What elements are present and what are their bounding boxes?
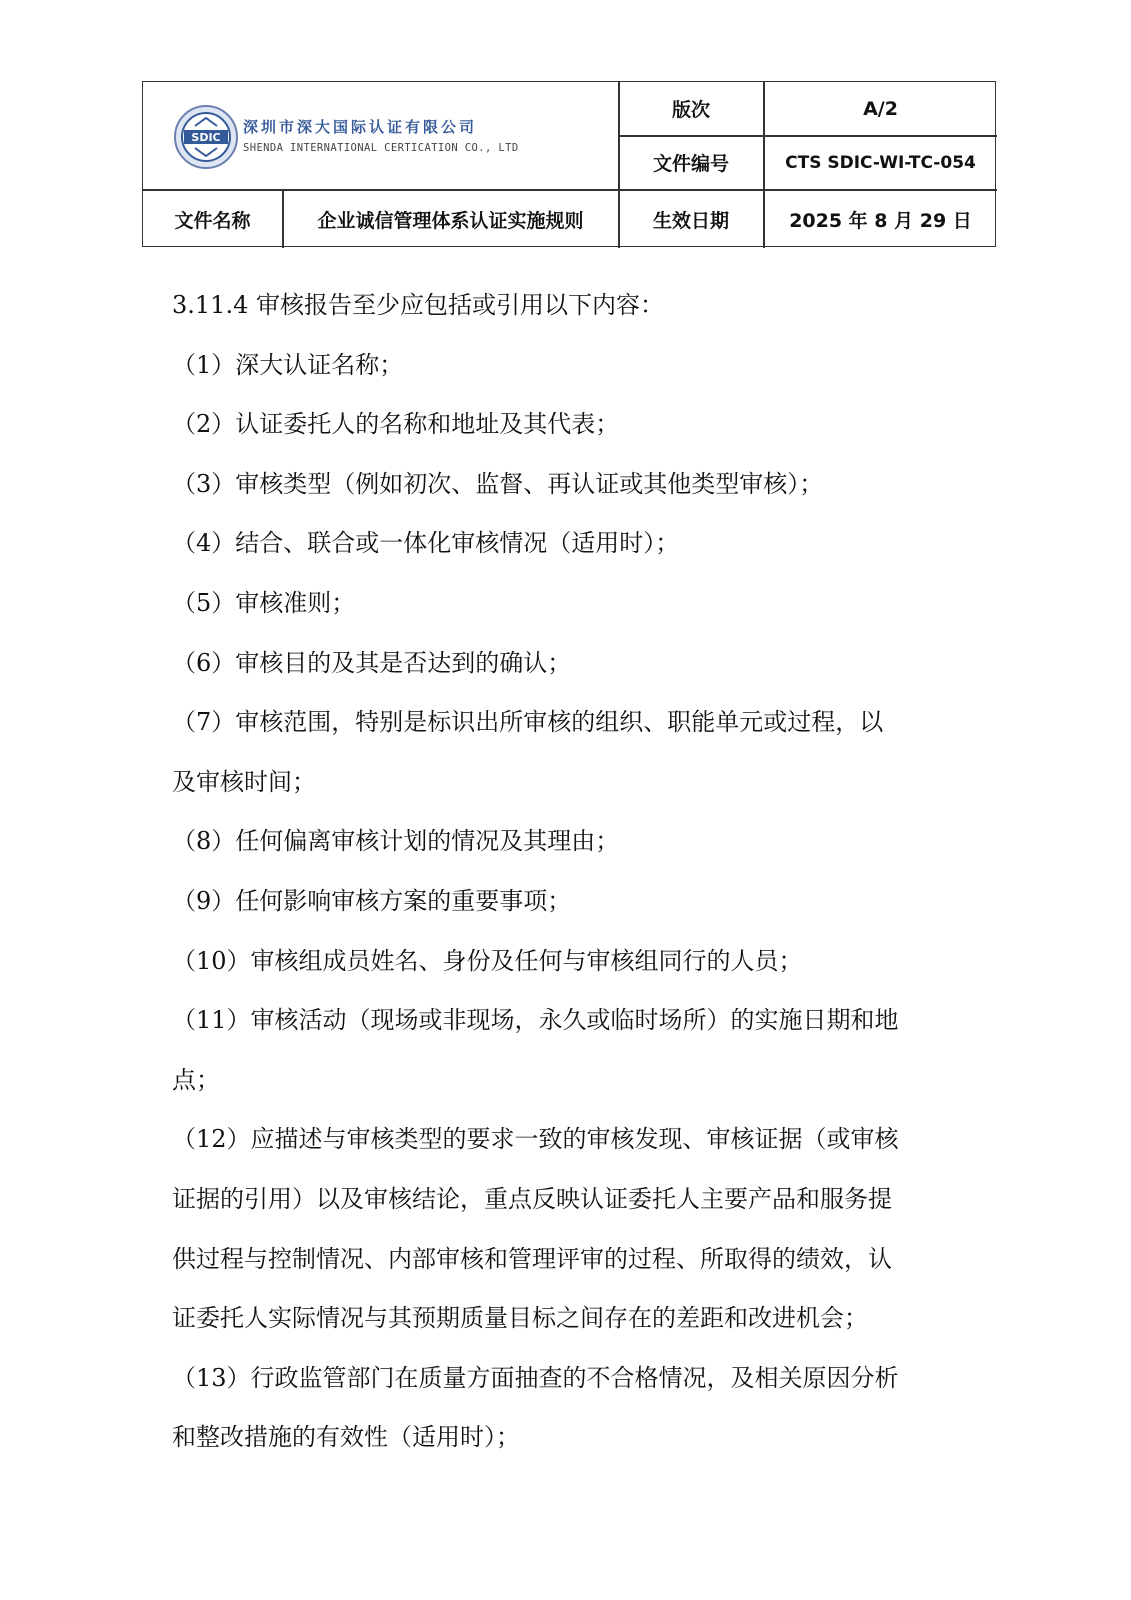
document-body [172, 276, 972, 1468]
list-item-continuation: 证委托人实际情况与其预期质量目标之间存在的差距和改进机会； [172, 1304, 868, 1333]
list-item: （10）审核组成员姓名、身份及任何与审核组同行的人员； [172, 946, 803, 975]
list-item-continuation: 点； [172, 1065, 220, 1094]
header-table [142, 81, 996, 247]
version-value: A/2 [863, 97, 898, 120]
version-label: 版次 [671, 99, 710, 121]
list-item-continuation: 供过程与控制情况、内部审核和管理评审的过程、所取得的绩效，认 [172, 1244, 892, 1273]
list-item: （8）任何偏离审核计划的情况及其理由； [172, 827, 620, 856]
date-value: 2025 年 8 月 29 日 [789, 209, 972, 232]
list-item: （9）任何影响审核方案的重要事项； [172, 886, 572, 915]
list-item: （13）行政监管部门在质量方面抽查的不合格情况，及相关原因分析 [172, 1363, 899, 1392]
company-logo-block [143, 82, 621, 190]
docname-label: 文件名称 [174, 209, 251, 232]
docno-value: CTS SDIC-WI-TC-054 [785, 152, 976, 173]
date-label: 生效日期 [652, 209, 729, 232]
list-item-continuation: 和整改措施的有效性（适用时）； [172, 1423, 520, 1452]
company-seal-icon [173, 104, 239, 170]
list-item: （12）应描述与审核类型的要求一致的审核发现、审核证据（或审核 [172, 1125, 899, 1154]
list-item: （2）认证委托人的名称和地址及其代表； [172, 410, 620, 439]
clause-heading: 3.11.4 审核报告至少应包括或引用以下内容： [172, 291, 664, 319]
list-item: （3）审核类型（例如初次、监督、再认证或其他类型审核）； [172, 469, 824, 498]
company-name-en: SHENDA INTERNATIONAL CERTICATION CO., LTD [243, 142, 519, 154]
list-item: （7）审核范围，特别是标识出所审核的组织、职能单元或过程，以 [172, 708, 884, 737]
list-item-continuation: 证据的引用）以及审核结论，重点反映认证委托人主要产品和服务提 [172, 1184, 892, 1213]
logo-text: SDIC [191, 131, 221, 144]
list-item-continuation: 及审核时间； [172, 767, 316, 796]
list-item: （11）审核活动（现场或非现场，永久或临时场所）的实施日期和地 [172, 1006, 899, 1035]
list-item: （6）审核目的及其是否达到的确认； [172, 648, 572, 677]
list-item: （5）审核准则； [172, 588, 356, 617]
list-item: （4）结合、联合或一体化审核情况（适用时）； [172, 529, 680, 558]
docname-value: 企业诚信管理体系认证实施规则 [317, 209, 584, 232]
docno-label: 文件编号 [652, 153, 729, 175]
list-item: （1）深大认证名称； [172, 350, 404, 379]
company-name-cn: 深圳市深大国际认证有限公司 [243, 118, 478, 136]
